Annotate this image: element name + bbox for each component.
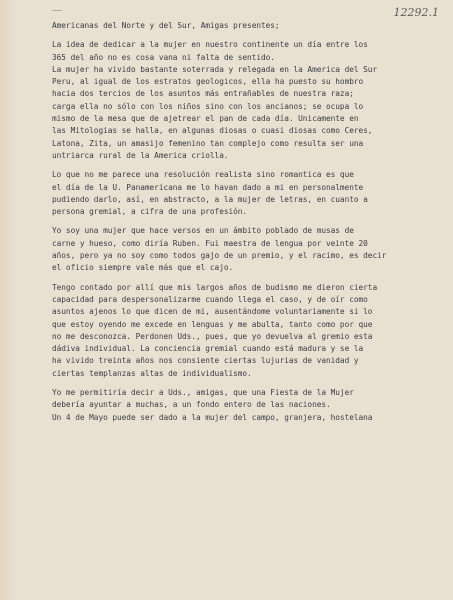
text-line: Un 4 de Mayo puede ser dado a la mujer del campo, granjera, hostelana — [52, 412, 373, 422]
paragraph-gap — [52, 32, 448, 39]
paragraph-gap — [52, 380, 448, 387]
text-line: untriarca rural de la America criolla. — [52, 150, 229, 160]
text-line: Tengo contado por allí que mis largos años de budismo me dieron cierta — [52, 282, 378, 292]
text-line: Yo soy una mujer que hace versos en un ámbito poblado de musas de — [52, 226, 354, 236]
text-line: ha vivido treinta años nos consiente ciertas lujurias de vanidad y — [52, 356, 359, 366]
text-line: hacia dos tercios de los asuntos más entrañables de nuestra raza; — [52, 89, 354, 99]
text-line: ciertas templanzas altas de individualismo. — [52, 368, 252, 378]
text-line: Latona, Zita, un amasijo femenino tan complejo como resulta ser una — [52, 138, 364, 148]
text-line: persona gremial, a cifra de una profesión. — [52, 207, 248, 217]
typed-letter-body — [52, 20, 448, 424]
text-line: mismo de la mesa que de ajetrear el pan de cada día. Unicamente en — [52, 114, 359, 124]
page-edge — [0, 0, 18, 600]
text-line: el día de la U. Panamericana me lo havan dado a mi en personalmente — [52, 182, 364, 192]
text-line: no me desconozca. Perdonen Uds., pues, que yo devuelva al gremio esta — [52, 331, 373, 341]
paragraph-gap — [52, 275, 448, 282]
text-line: capacidad para despersonalizarme cuando llega el caso, y de oír como — [52, 294, 368, 304]
text-line: Yo me permitiría decir a Uds., amigas, que una Fiesta de la Mujer — [52, 388, 354, 398]
text-line: La mujer ha vivido bastante soterrada y relegada en la America del Sur — [52, 64, 378, 74]
text-line: años, pero ya no soy como todos gajo de un premio, y el racimo, es decir — [52, 251, 387, 261]
text-line: carne y hueso, como diría Ruben. Fui maestra de lengua por veinte 20 — [52, 238, 368, 248]
text-line: La idea de dedicar a la mujer en nuestro continente un día entre los — [52, 40, 368, 50]
paragraph-gap — [52, 162, 448, 169]
salutation: Americanas del Norte y del Sur, Amigas presentes; — [52, 21, 280, 30]
text-line: 365 del año no es cosa vana ni falta de sentido. — [52, 52, 275, 62]
text-line: pudiendo darlo, así, en abstracto, a la mujer de letras, en cuanto a — [52, 194, 368, 204]
text-line: Peru, al igual de los estratos geologicos, ella ha puesto su hombro — [52, 77, 364, 87]
text-line: Lo que no me parece una resolución realista sino romantica es que — [52, 170, 354, 180]
text-line: que estoy oyendo me excede en lenguas y me abulta, tanto como por que — [52, 319, 373, 329]
text-line: debería ayuntar a muchas, a un fondo entero de las naciones. — [52, 400, 331, 410]
text-line: dádiva individual. La conciencia gremial cuando está madura y se la — [52, 344, 364, 354]
paragraph-gap — [52, 218, 448, 225]
text-line: carga ella no sólo con los niños sino con los ancianos; se ocupa lo — [52, 101, 364, 111]
pencil-mark — [52, 10, 62, 11]
text-line: el oficio siempre vale más que el cajo. — [52, 263, 234, 273]
text-line: las Mitologias se halla, en algunas diosas o cuasi diosas como Ceres, — [52, 126, 373, 136]
archive-number: 12292.1 — [393, 6, 439, 19]
text-line: asuntos ajenos lo que dicen de mi, ausentándome voluntariamente si lo — [52, 307, 373, 317]
